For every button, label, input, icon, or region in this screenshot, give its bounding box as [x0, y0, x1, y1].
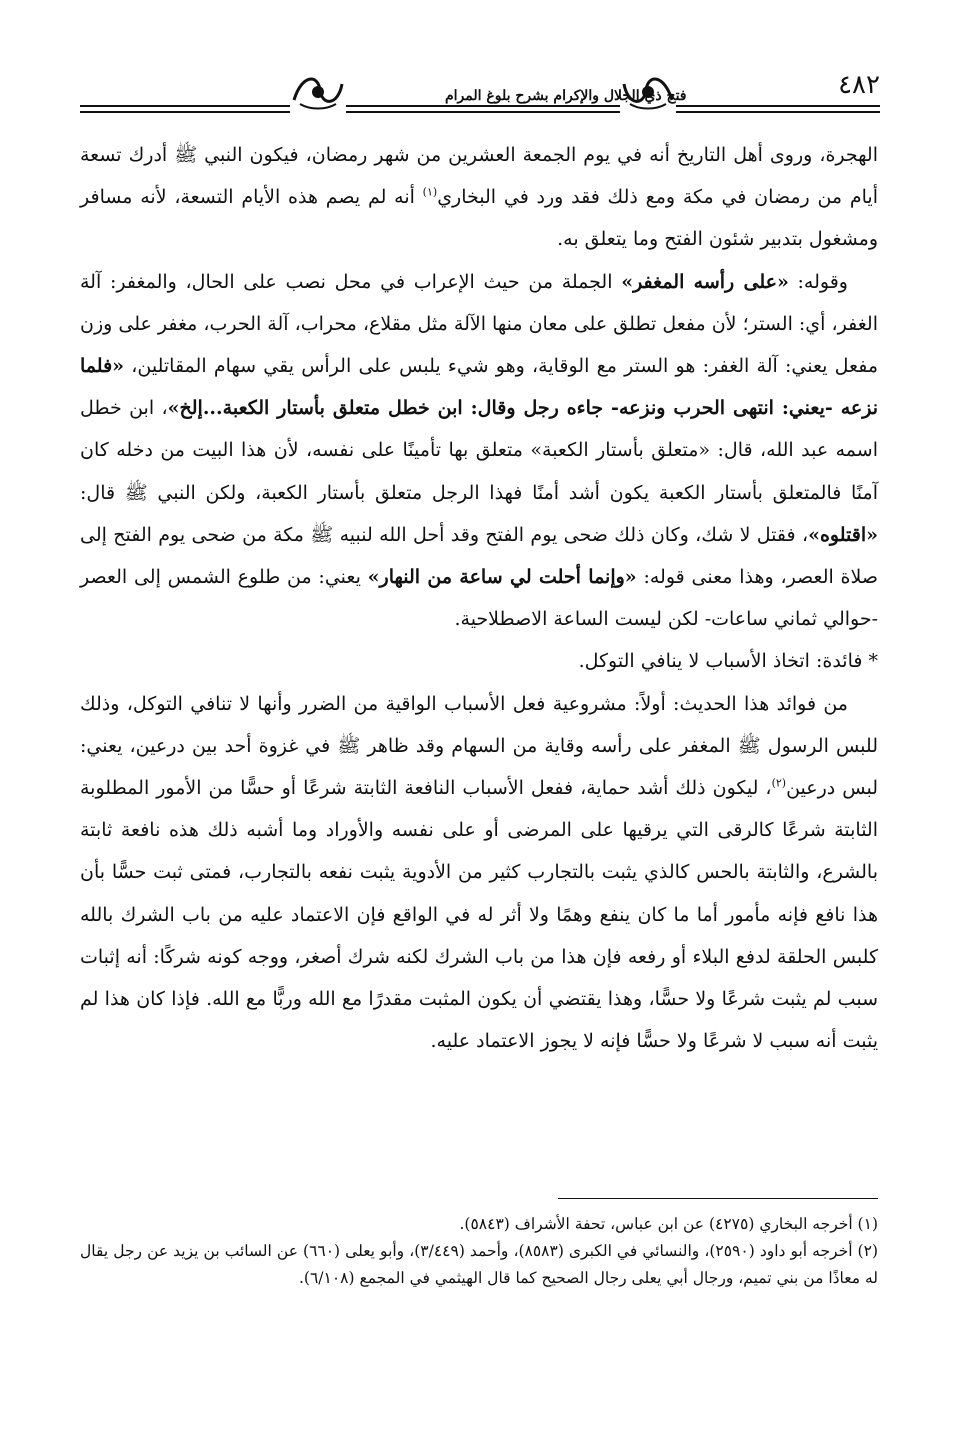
ornament-left-icon [290, 70, 346, 114]
p2-part-g: يعني: من طلوع الشمس إلى العصر -حوالي ثماني ساعات- لكن ليست الساعة الاصطلاحية. [80, 566, 878, 631]
p2-quote-3: «اقتلوه» [808, 523, 878, 546]
p2-part-e: ، ابن خطل اسمه عبد الله، قال: «متعلق بأستار الكعبة» متعلق بها تأمينًا على نفسه، لأن هذا البيت من دخله كان آمنًا فالمتعلق بأستار الكعبة يكون أشد أمنًا فهذا الرجل متعلق بأستار الكعبة، ولكن النبي ﷺ قال: [80, 397, 878, 504]
footnote-divider [558, 1198, 878, 1199]
page-header [80, 58, 880, 118]
paragraph-2 [80, 261, 878, 641]
footnote-ref-2: (٢) [771, 776, 787, 790]
p2-part-a: وقوله: [788, 270, 848, 293]
paragraph-1-text: الهجرة، وروى أهل التاريخ أنه في يوم الجمعة العشرين من شهر رمضان، فيكون النبي ﷺ أدرك تسعة أيام من رمضان في مكة ومع ذلك فقد ورد في البخاري [80, 144, 878, 209]
paragraph-4 [80, 683, 878, 1063]
main-text [80, 134, 878, 1062]
p2-part-f: ، فقتل لا شك، وكان ذلك ضحى يوم الفتح وقد أحل الله لنبيه ﷺ مكة من ضحى يوم الفتح إلى صلاة العصر، وهذا معنى قوله: [80, 523, 878, 589]
header-rule-bottom [80, 111, 880, 113]
paragraph-3-note: * فائدة: اتخاذ الأسباب لا ينافي التوكل. [578, 650, 878, 673]
paragraph-1 [80, 134, 878, 261]
p2-quote-2: «فلما نزعه [80, 355, 878, 420]
paragraph-4-text: من فوائد هذا الحديث: أولاً: مشروعية فعل الأسباب الواقية من الضرر وأنها لا تنافي التوكل، وذلك للبس الرسول ﷺ المغفر على رأسه وقاية من السهام وقد ظاهر ﷺ في غزوة أحد بين درعين، يعني: لبس درعين [80, 692, 878, 800]
book-title: فتح ذي الجلال والإكرام بشرح بلوغ المرام [445, 88, 687, 104]
p2-quote-1: «على رأسه المغفر» [621, 270, 789, 293]
page-number: ٤٨٢ [838, 70, 880, 100]
header-rule-top [80, 105, 880, 107]
paragraph-1-text-end: أنه لم يصم هذه الأيام التسعة، لأنه مسافر ومشغول بتدبير شئون الفتح وما يتعلق به. [80, 186, 878, 251]
p2-part-c: الجملة من حيث الإعراب في محل نصب على الحال، والمغفر: آلة الغفر، أي: الستر؛ لأن مفعل تطلق على معان منها الآلة مثل مقلاع، محراب، آلة الحرب، مغفر على وزن مفعل يعني: آلة الغفر: هو الستر مع الوقاية، وهو شيء يلبس على الرأس يقي سهام المقاتلين، [80, 270, 878, 378]
paragraph-4-text-end: ، ليكون ذلك أشد حماية، ففعل الأسباب النافعة الثابتة شرعًا أو حسًّا من الأمور المطلوبة الثابتة شرعًا كالرقى التي يرقيها على المرضى أو على نفسه والأوراد وما أشبه ذلك هذه نافعة ثابتة بالشرع، والثابتة بالحس كالذي يثبت بالتجارب كثير من الأدوية يثبت نفعه بالتجارب، فمتى ثبت حسًّا بأن هذا نافع فإنه مأمور أما ما كان ينفع وهمًا ولا أثر له في الواقع فإن الاعتماد عليه من باب الشرك بالله كلبس الحلقة لدفع البلاء أو رفعه فإن هذا من باب الشرك لكنه شرك أصغر، ووجه كونه شركًا: أنه إثبات سبب لم يثبت شرعًا ولا حسًّا، وهذا يقتضي أن يكون المثبت مقدرًا مع الله وربًّا مع الله. فإذا كان هذا لم يثبت أنه سبب لا شرعًا ولا حسًّا فإنه لا يجوز الاعتماد عليه. [80, 777, 878, 1053]
footnote-ref-1: (١) [422, 185, 438, 199]
footnote-2: (٢) أخرجه أبو داود (٢٥٩٠)، والنسائي في الكبرى (٨٥٨٣)، وأحمد (٣/٤٤٩)، وأبو يعلى (٦٦٠) عن السائب بن يزيد عن رجل يقال له معاذًا من بني تميم، ورجال أبي يعلى رجال الصحيح كما قال الهيثمي في المجمع (٦/١٠٨). [80, 1242, 878, 1287]
p2-quote-4: «وإنما أحلت لي ساعة من النهار» [367, 566, 637, 589]
footnote-1: (١) أخرجه البخاري (٤٢٧٥) عن ابن عباس، تحفة الأشراف (٥٨٤٣). [459, 1215, 878, 1233]
p2-part-d: -يعني: انتهى الحرب ونزعه- جاءه رجل وقال: ابن خطل متعلق بأستار الكعبة...إلخ» [167, 397, 841, 420]
footnotes [80, 1211, 878, 1292]
